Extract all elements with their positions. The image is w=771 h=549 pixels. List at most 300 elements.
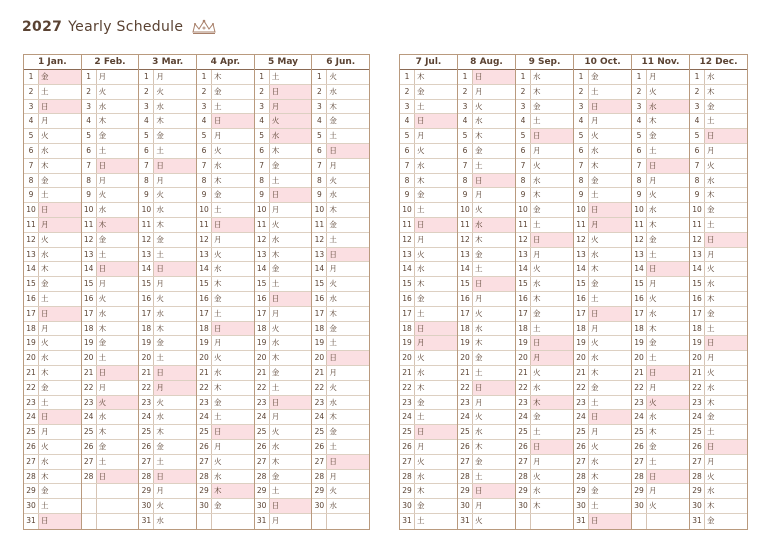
day-row[interactable]: [82, 336, 139, 351]
day-row[interactable]: [255, 188, 312, 203]
day-row[interactable]: [82, 100, 139, 115]
day-row[interactable]: [574, 366, 631, 381]
day-note-space[interactable]: [546, 499, 573, 513]
day-note-space[interactable]: [720, 499, 747, 513]
day-row[interactable]: [255, 514, 312, 529]
day-row[interactable]: [139, 292, 196, 307]
day-row[interactable]: [574, 100, 631, 115]
day-row[interactable]: [574, 144, 631, 159]
day-row[interactable]: [458, 203, 515, 218]
day-note-space[interactable]: [169, 366, 196, 380]
day-note-space[interactable]: [430, 322, 457, 336]
day-row[interactable]: [139, 499, 196, 514]
day-row[interactable]: [516, 114, 573, 129]
day-row[interactable]: [690, 159, 747, 174]
day-row[interactable]: [139, 277, 196, 292]
day-note-space[interactable]: [720, 455, 747, 469]
day-note-space[interactable]: [488, 85, 515, 99]
day-row[interactable]: [24, 144, 81, 159]
day-row[interactable]: [400, 159, 457, 174]
day-note-space[interactable]: [54, 336, 81, 350]
day-row[interactable]: [255, 455, 312, 470]
day-row[interactable]: [516, 100, 573, 115]
day-note-space[interactable]: [112, 277, 139, 291]
day-note-space[interactable]: [227, 425, 254, 439]
day-row[interactable]: [690, 114, 747, 129]
day-note-space[interactable]: [169, 322, 196, 336]
day-row[interactable]: [516, 366, 573, 381]
day-row[interactable]: [458, 218, 515, 233]
day-row[interactable]: [139, 440, 196, 455]
day-note-space[interactable]: [342, 262, 369, 276]
day-note-space[interactable]: [112, 129, 139, 143]
day-row[interactable]: [400, 218, 457, 233]
day-row[interactable]: [255, 114, 312, 129]
day-note-space[interactable]: [662, 277, 689, 291]
day-note-space[interactable]: [546, 129, 573, 143]
day-row[interactable]: [312, 174, 369, 189]
day-note-space[interactable]: [54, 351, 81, 365]
day-row[interactable]: [82, 396, 139, 411]
day-row[interactable]: [632, 396, 689, 411]
day-note-space[interactable]: [169, 277, 196, 291]
day-note-space[interactable]: [227, 455, 254, 469]
day-row[interactable]: [400, 174, 457, 189]
day-note-space[interactable]: [342, 188, 369, 202]
day-note-space[interactable]: [285, 499, 312, 513]
day-note-space[interactable]: [662, 233, 689, 247]
day-row[interactable]: [516, 144, 573, 159]
day-note-space[interactable]: [430, 455, 457, 469]
day-note-space[interactable]: [662, 366, 689, 380]
day-row[interactable]: [400, 114, 457, 129]
day-row[interactable]: [516, 159, 573, 174]
day-row[interactable]: [24, 440, 81, 455]
day-row[interactable]: [458, 381, 515, 396]
day-row[interactable]: [139, 174, 196, 189]
day-note-space[interactable]: [285, 159, 312, 173]
day-row[interactable]: [197, 248, 254, 263]
day-row[interactable]: [632, 248, 689, 263]
day-note-space[interactable]: [169, 351, 196, 365]
day-note-space[interactable]: [430, 351, 457, 365]
day-row[interactable]: [516, 85, 573, 100]
empty-day-row[interactable]: [516, 514, 573, 529]
day-note-space[interactable]: [546, 233, 573, 247]
day-note-space[interactable]: [169, 396, 196, 410]
day-row[interactable]: [400, 322, 457, 337]
day-row[interactable]: [197, 100, 254, 115]
day-note-space[interactable]: [169, 203, 196, 217]
day-note-space[interactable]: [112, 70, 139, 84]
day-row[interactable]: [312, 114, 369, 129]
day-row[interactable]: [516, 129, 573, 144]
day-row[interactable]: [139, 336, 196, 351]
day-note-space[interactable]: [488, 351, 515, 365]
day-note-space[interactable]: [342, 292, 369, 306]
day-note-space[interactable]: [112, 336, 139, 350]
day-note-space[interactable]: [546, 484, 573, 498]
day-row[interactable]: [312, 484, 369, 499]
day-note-space[interactable]: [604, 114, 631, 128]
day-row[interactable]: [82, 292, 139, 307]
day-row[interactable]: [82, 233, 139, 248]
day-row[interactable]: [690, 470, 747, 485]
day-note-space[interactable]: [54, 248, 81, 262]
day-note-space[interactable]: [227, 203, 254, 217]
day-note-space[interactable]: [662, 381, 689, 395]
day-row[interactable]: [255, 100, 312, 115]
day-row[interactable]: [139, 455, 196, 470]
day-note-space[interactable]: [488, 277, 515, 291]
day-row[interactable]: [574, 114, 631, 129]
day-row[interactable]: [139, 218, 196, 233]
day-note-space[interactable]: [54, 262, 81, 276]
day-row[interactable]: [400, 188, 457, 203]
day-note-space[interactable]: [342, 322, 369, 336]
day-row[interactable]: [400, 336, 457, 351]
day-note-space[interactable]: [720, 218, 747, 232]
day-note-space[interactable]: [285, 70, 312, 84]
day-row[interactable]: [24, 307, 81, 322]
day-row[interactable]: [400, 203, 457, 218]
day-row[interactable]: [82, 188, 139, 203]
day-note-space[interactable]: [227, 114, 254, 128]
day-note-space[interactable]: [662, 470, 689, 484]
day-note-space[interactable]: [169, 470, 196, 484]
day-row[interactable]: [574, 218, 631, 233]
day-row[interactable]: [24, 322, 81, 337]
day-note-space[interactable]: [285, 351, 312, 365]
day-note-space[interactable]: [430, 514, 457, 529]
day-note-space[interactable]: [342, 70, 369, 84]
day-note-space[interactable]: [54, 159, 81, 173]
day-note-space[interactable]: [430, 396, 457, 410]
day-note-space[interactable]: [112, 203, 139, 217]
day-note-space[interactable]: [430, 188, 457, 202]
day-note-space[interactable]: [488, 248, 515, 262]
day-note-space[interactable]: [604, 381, 631, 395]
day-row[interactable]: [255, 218, 312, 233]
day-row[interactable]: [574, 470, 631, 485]
day-row[interactable]: [400, 484, 457, 499]
day-note-space[interactable]: [662, 307, 689, 321]
day-row[interactable]: [312, 322, 369, 337]
day-row[interactable]: [82, 85, 139, 100]
day-note-space[interactable]: [54, 514, 81, 529]
day-row[interactable]: [24, 129, 81, 144]
day-row[interactable]: [197, 85, 254, 100]
day-note-space[interactable]: [720, 85, 747, 99]
day-note-space[interactable]: [112, 381, 139, 395]
day-row[interactable]: [197, 455, 254, 470]
day-row[interactable]: [574, 336, 631, 351]
day-note-space[interactable]: [112, 100, 139, 114]
day-row[interactable]: [458, 410, 515, 425]
day-row[interactable]: [255, 174, 312, 189]
day-note-space[interactable]: [720, 100, 747, 114]
day-note-space[interactable]: [112, 218, 139, 232]
day-row[interactable]: [24, 174, 81, 189]
day-row[interactable]: [458, 366, 515, 381]
day-note-space[interactable]: [546, 70, 573, 84]
day-row[interactable]: [82, 159, 139, 174]
day-row[interactable]: [197, 144, 254, 159]
day-row[interactable]: [24, 484, 81, 499]
empty-day-row[interactable]: [197, 514, 254, 529]
day-row[interactable]: [400, 470, 457, 485]
day-note-space[interactable]: [662, 188, 689, 202]
day-note-space[interactable]: [285, 114, 312, 128]
day-note-space[interactable]: [430, 484, 457, 498]
day-note-space[interactable]: [54, 188, 81, 202]
day-note-space[interactable]: [546, 188, 573, 202]
day-note-space[interactable]: [227, 174, 254, 188]
day-row[interactable]: [312, 351, 369, 366]
day-note-space[interactable]: [227, 396, 254, 410]
day-row[interactable]: [632, 85, 689, 100]
day-row[interactable]: [197, 262, 254, 277]
day-row[interactable]: [24, 262, 81, 277]
day-row[interactable]: [632, 336, 689, 351]
day-row[interactable]: [82, 70, 139, 85]
day-note-space[interactable]: [546, 203, 573, 217]
day-row[interactable]: [400, 499, 457, 514]
day-row[interactable]: [516, 351, 573, 366]
day-row[interactable]: [632, 351, 689, 366]
day-note-space[interactable]: [604, 292, 631, 306]
day-row[interactable]: [197, 233, 254, 248]
day-row[interactable]: [312, 100, 369, 115]
day-note-space[interactable]: [604, 100, 631, 114]
day-row[interactable]: [690, 366, 747, 381]
day-note-space[interactable]: [285, 396, 312, 410]
day-row[interactable]: [82, 381, 139, 396]
day-note-space[interactable]: [227, 470, 254, 484]
day-note-space[interactable]: [546, 425, 573, 439]
day-row[interactable]: [24, 351, 81, 366]
day-row[interactable]: [139, 351, 196, 366]
day-row[interactable]: [255, 85, 312, 100]
day-note-space[interactable]: [285, 322, 312, 336]
day-note-space[interactable]: [285, 425, 312, 439]
day-note-space[interactable]: [112, 351, 139, 365]
day-row[interactable]: [82, 307, 139, 322]
day-note-space[interactable]: [662, 514, 689, 529]
day-note-space[interactable]: [488, 470, 515, 484]
day-row[interactable]: [139, 159, 196, 174]
day-row[interactable]: [400, 129, 457, 144]
day-note-space[interactable]: [430, 144, 457, 158]
day-row[interactable]: [255, 381, 312, 396]
day-note-space[interactable]: [604, 233, 631, 247]
day-row[interactable]: [82, 248, 139, 263]
day-row[interactable]: [312, 381, 369, 396]
day-row[interactable]: [312, 499, 369, 514]
day-note-space[interactable]: [430, 174, 457, 188]
day-note-space[interactable]: [430, 499, 457, 513]
day-row[interactable]: [516, 484, 573, 499]
day-note-space[interactable]: [488, 322, 515, 336]
day-note-space[interactable]: [546, 381, 573, 395]
day-row[interactable]: [690, 85, 747, 100]
day-note-space[interactable]: [662, 410, 689, 424]
day-note-space[interactable]: [720, 188, 747, 202]
day-note-space[interactable]: [604, 218, 631, 232]
day-note-space[interactable]: [342, 396, 369, 410]
day-row[interactable]: [312, 248, 369, 263]
day-note-space[interactable]: [285, 470, 312, 484]
day-note-space[interactable]: [227, 248, 254, 262]
day-note-space[interactable]: [546, 470, 573, 484]
day-row[interactable]: [516, 203, 573, 218]
day-row[interactable]: [24, 203, 81, 218]
day-note-space[interactable]: [488, 174, 515, 188]
day-row[interactable]: [458, 129, 515, 144]
day-row[interactable]: [574, 129, 631, 144]
day-row[interactable]: [400, 292, 457, 307]
day-note-space[interactable]: [285, 307, 312, 321]
day-row[interactable]: [255, 425, 312, 440]
day-note-space[interactable]: [546, 336, 573, 350]
day-note-space[interactable]: [54, 455, 81, 469]
day-row[interactable]: [400, 440, 457, 455]
day-note-space[interactable]: [227, 188, 254, 202]
day-note-space[interactable]: [227, 514, 254, 529]
day-row[interactable]: [139, 470, 196, 485]
day-note-space[interactable]: [720, 70, 747, 84]
day-note-space[interactable]: [662, 100, 689, 114]
day-note-space[interactable]: [430, 129, 457, 143]
day-row[interactable]: [458, 455, 515, 470]
day-note-space[interactable]: [285, 381, 312, 395]
day-note-space[interactable]: [112, 470, 139, 484]
day-row[interactable]: [197, 425, 254, 440]
day-note-space[interactable]: [54, 440, 81, 454]
day-note-space[interactable]: [604, 85, 631, 99]
day-note-space[interactable]: [662, 292, 689, 306]
day-row[interactable]: [255, 499, 312, 514]
day-note-space[interactable]: [169, 381, 196, 395]
day-note-space[interactable]: [227, 144, 254, 158]
day-note-space[interactable]: [488, 233, 515, 247]
day-note-space[interactable]: [285, 188, 312, 202]
day-note-space[interactable]: [662, 85, 689, 99]
day-note-space[interactable]: [342, 499, 369, 513]
day-note-space[interactable]: [112, 174, 139, 188]
day-row[interactable]: [312, 366, 369, 381]
day-row[interactable]: [690, 307, 747, 322]
day-row[interactable]: [574, 425, 631, 440]
day-row[interactable]: [255, 440, 312, 455]
day-note-space[interactable]: [430, 85, 457, 99]
day-note-space[interactable]: [342, 85, 369, 99]
day-note-space[interactable]: [488, 114, 515, 128]
day-note-space[interactable]: [285, 248, 312, 262]
day-note-space[interactable]: [285, 366, 312, 380]
day-note-space[interactable]: [662, 499, 689, 513]
day-note-space[interactable]: [285, 336, 312, 350]
day-row[interactable]: [458, 277, 515, 292]
day-note-space[interactable]: [604, 129, 631, 143]
day-note-space[interactable]: [169, 233, 196, 247]
day-note-space[interactable]: [662, 455, 689, 469]
day-note-space[interactable]: [488, 100, 515, 114]
day-note-space[interactable]: [227, 262, 254, 276]
day-note-space[interactable]: [488, 336, 515, 350]
day-row[interactable]: [516, 440, 573, 455]
day-row[interactable]: [139, 129, 196, 144]
day-note-space[interactable]: [342, 233, 369, 247]
day-row[interactable]: [312, 129, 369, 144]
day-note-space[interactable]: [430, 70, 457, 84]
day-note-space[interactable]: [227, 233, 254, 247]
day-note-space[interactable]: [430, 203, 457, 217]
day-row[interactable]: [690, 499, 747, 514]
day-row[interactable]: [574, 174, 631, 189]
day-note-space[interactable]: [285, 484, 312, 498]
day-row[interactable]: [574, 85, 631, 100]
day-note-space[interactable]: [169, 159, 196, 173]
day-row[interactable]: [458, 85, 515, 100]
day-note-space[interactable]: [54, 70, 81, 84]
day-note-space[interactable]: [546, 144, 573, 158]
day-note-space[interactable]: [342, 336, 369, 350]
day-note-space[interactable]: [54, 233, 81, 247]
day-row[interactable]: [632, 203, 689, 218]
day-row[interactable]: [197, 114, 254, 129]
day-note-space[interactable]: [112, 114, 139, 128]
day-note-space[interactable]: [227, 351, 254, 365]
day-note-space[interactable]: [430, 307, 457, 321]
day-note-space[interactable]: [227, 159, 254, 173]
day-row[interactable]: [574, 484, 631, 499]
day-row[interactable]: [690, 129, 747, 144]
day-row[interactable]: [312, 203, 369, 218]
day-note-space[interactable]: [54, 410, 81, 424]
day-row[interactable]: [24, 410, 81, 425]
day-row[interactable]: [458, 514, 515, 529]
day-note-space[interactable]: [488, 188, 515, 202]
day-row[interactable]: [632, 114, 689, 129]
day-note-space[interactable]: [662, 351, 689, 365]
day-row[interactable]: [690, 425, 747, 440]
day-note-space[interactable]: [169, 174, 196, 188]
day-note-space[interactable]: [488, 410, 515, 424]
day-note-space[interactable]: [430, 262, 457, 276]
day-note-space[interactable]: [54, 144, 81, 158]
day-row[interactable]: [312, 277, 369, 292]
day-note-space[interactable]: [112, 499, 139, 513]
day-note-space[interactable]: [720, 144, 747, 158]
day-row[interactable]: [139, 381, 196, 396]
day-note-space[interactable]: [54, 322, 81, 336]
day-note-space[interactable]: [227, 381, 254, 395]
day-row[interactable]: [197, 351, 254, 366]
day-note-space[interactable]: [662, 425, 689, 439]
day-row[interactable]: [255, 129, 312, 144]
day-row[interactable]: [139, 322, 196, 337]
day-row[interactable]: [312, 396, 369, 411]
day-note-space[interactable]: [662, 144, 689, 158]
day-note-space[interactable]: [662, 248, 689, 262]
day-row[interactable]: [690, 336, 747, 351]
day-row[interactable]: [516, 277, 573, 292]
day-row[interactable]: [458, 114, 515, 129]
day-note-space[interactable]: [342, 351, 369, 365]
day-row[interactable]: [632, 410, 689, 425]
day-row[interactable]: [312, 233, 369, 248]
